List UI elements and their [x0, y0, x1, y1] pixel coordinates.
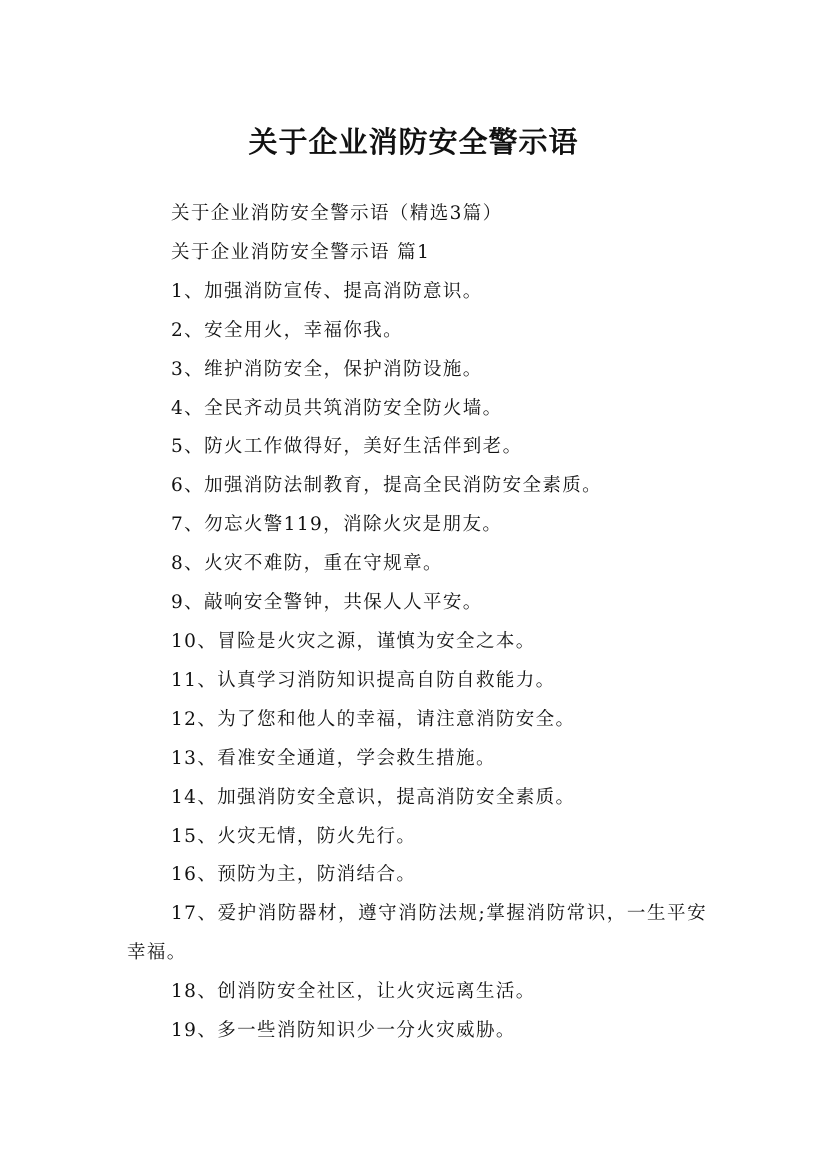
slogan-item: 13、看准安全通道，学会救生措施。	[171, 747, 496, 769]
slogan-item: 18、创消防安全社区，让火灾远离生活。	[171, 981, 536, 1003]
slogan-item: 12、为了您和他人的幸福，请注意消防安全。	[171, 708, 576, 730]
slogan-item: 3、维护消防安全，保护消防设施。	[171, 358, 483, 380]
document-body	[127, 195, 707, 1051]
slogan-item: 11、认真学习消防知识提高自防自救能力。	[171, 669, 556, 691]
slogan-item: 17、爱护消防器材，遵守消防法规;掌握消防常识，一生平安幸福。	[127, 903, 707, 964]
slogan-item: 2、安全用火，幸福你我。	[171, 319, 404, 341]
slogan-item: 10、冒险是火灾之源，谨慎为安全之本。	[171, 630, 536, 652]
slogan-item: 6、加强消防法制教育，提高全民消防安全素质。	[171, 475, 603, 497]
document-title: 关于企业消防安全警示语	[248, 125, 579, 160]
subtitle: 关于企业消防安全警示语（精选3篇）	[171, 203, 503, 224]
slogan-item: 16、预防为主，防消结合。	[171, 864, 417, 886]
slogan-item: 9、敲响安全警钟，共保人人平安。	[171, 592, 483, 614]
slogan-item: 8、火灾不难防，重在守规章。	[171, 553, 443, 575]
slogan-item: 14、加强消防安全意识，提高消防安全素质。	[171, 786, 576, 808]
slogan-item: 15、火灾无情，防火先行。	[171, 825, 417, 847]
slogan-item: 19、多一些消防知识少一分火灾威胁。	[171, 1020, 516, 1042]
slogan-item: 4、全民齐动员共筑消防安全防火墙。	[171, 397, 503, 419]
slogan-item: 5、防火工作做得好，美好生活伴到老。	[171, 436, 523, 458]
section-heading: 关于企业消防安全警示语 篇1	[171, 241, 431, 263]
slogan-item: 7、勿忘火警119，消除火灾是朋友。	[171, 514, 503, 536]
slogan-item: 1、加强消防宣传、提高消防意识。	[171, 280, 483, 302]
